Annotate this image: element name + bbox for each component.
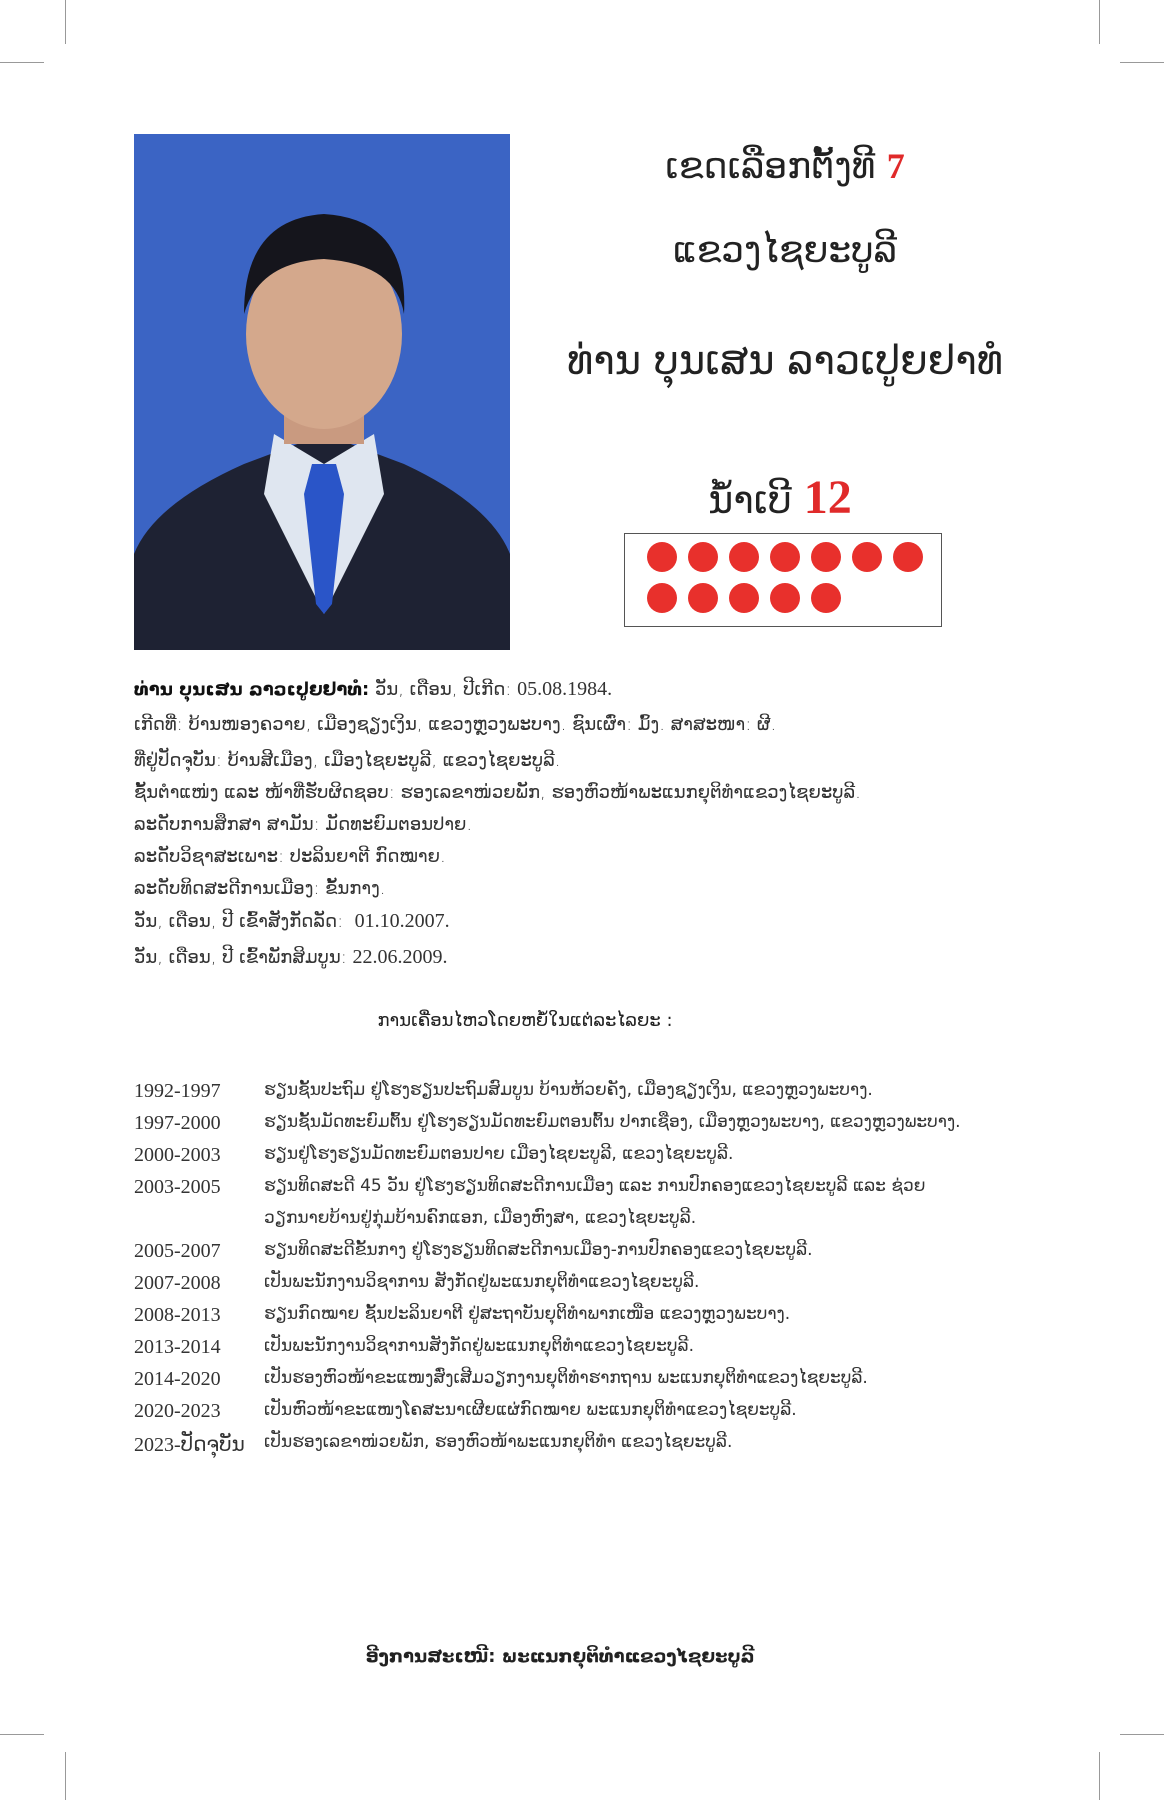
timeline-text: ຮຽນຢູ່ໂຮງຮຽນມັດທະຍົມຕອນປາຍ ເມືອງໄຊຍະບູລີ, ແຂວງໄຊຍະບູລີ. bbox=[264, 1144, 734, 1164]
constituency-title: ເຂດເລືອກຕັ້ງທີ 7 bbox=[665, 146, 905, 187]
crop-mark bbox=[1120, 62, 1164, 63]
ballot-dot bbox=[893, 542, 923, 572]
ballot-number-title: ນ້ຳເບີ 12 bbox=[708, 471, 852, 524]
bio-civil-service-date: ວັນ, ເດືອນ, ປີ ເຂົ້າສັງກັດລັດ: 01.10.2007. bbox=[134, 910, 450, 932]
constituency-number: 7 bbox=[886, 146, 905, 186]
crop-mark bbox=[65, 0, 66, 44]
bio-name-dob: ທ່ານ ບຸນເສນ ລາວເປູຍຢາທໍ: ວັນ, ເດືອນ, ປີເກີດ: 05.08.1984. bbox=[134, 678, 613, 700]
ballot-dot bbox=[811, 583, 841, 613]
timeline-text: ຮຽນຊັ້ນປະຖົມ ຢູ່ໂຮງຮຽນປະຖົມສົມບູນ ບ້ານຫ້ວຍຄັງ, ເມືອງຊຽງເງິນ, ແຂວງຫຼວງພະບາງ. bbox=[264, 1080, 873, 1100]
bio-party-date: ວັນ, ເດືອນ, ປີ ເຂົ້າພັກສິມບູນ: 22.06.2009. bbox=[134, 946, 448, 968]
ballot-dot bbox=[688, 583, 718, 613]
crop-mark bbox=[65, 1752, 66, 1800]
candidate-name: ທ່ານ ບຸນເສນ ລາວເປູຍຢາທໍ bbox=[567, 338, 1003, 384]
bio-line: ທີ່ຢູ່ປັດຈຸບັນ: ບ້ານສີເມືອງ, ເມືອງໄຊຍະບູລີ, ແຂວງໄຊຍະບູລີ. bbox=[134, 750, 561, 771]
bio-line: ຊັ້ນຕຳແໜ່ງ ແລະ ໜ້າທີ່ຮັບຜິດຊອບ: ຮອງເລຂາໜ່ວຍພັກ, ຮອງຫົວໜ້າພະແນກຍຸຕິທຳແຂວງໄຊຍະບູລີ. bbox=[134, 782, 861, 803]
crop-mark bbox=[1099, 0, 1100, 44]
timeline-years: 1997-2000 bbox=[134, 1112, 221, 1134]
timeline-text: ເປັນພະນັກງານວິຊາການ ສັງກັດຢູ່ພະແນກຍຸຕິທຳແຂວງໄຊຍະບູລີ. bbox=[264, 1272, 700, 1292]
ballot-dot bbox=[770, 542, 800, 572]
ballot-dots-box bbox=[624, 533, 942, 627]
timeline-text: ຮຽນທິດສະດີ 45 ວັນ ຢູ່ໂຮງຮຽນທິດສະດີການເມືອງ ແລະ ການປົກຄອງແຂວງໄຊຍະບູລີ ແລະ ຊ່ວຍ bbox=[264, 1176, 926, 1196]
timeline-years: 2014-2020 bbox=[134, 1368, 221, 1390]
timeline-heading: ການເຄື່ອນໄຫວໂດຍຫຍໍ້ໃນແຕ່ລະໄລຍະ : bbox=[377, 1010, 673, 1031]
crop-mark bbox=[1099, 1752, 1100, 1800]
ballot-dot bbox=[811, 542, 841, 572]
timeline-years: 2008-2013 bbox=[134, 1304, 221, 1326]
ballot-number: 12 bbox=[803, 471, 852, 524]
footer-proposed-by: ອີງການສະເໜີ: ພະແນກຍຸຕິທຳແຂວງໄຊຍະບູລີ bbox=[365, 1646, 755, 1667]
crop-mark bbox=[1120, 1734, 1164, 1735]
timeline-text: ຮຽນທິດສະດີຂັ້ນກາງ ຢູ່ໂຮງຮຽນທິດສະດີການເມືອງ-ການປົກຄອງແຂວງໄຊຍະບູລີ. bbox=[264, 1240, 813, 1260]
crop-mark bbox=[0, 1734, 44, 1735]
ballot-dot bbox=[647, 542, 677, 572]
timeline-years: 2023-ປັດຈຸບັນ bbox=[134, 1434, 245, 1456]
timeline-years: 2013-2014 bbox=[134, 1336, 221, 1358]
timeline-text: ເປັນຫົວໜ້າຂະແໜງໂຄສະນາເຜີຍແຜ່ກົດໝາຍ ພະແນກຍຸຕິທຳແຂວງໄຊຍະບູລີ. bbox=[264, 1400, 797, 1420]
bio-line: ລະດັບທິດສະດີການເມືອງ: ຂັ້ນກາງ. bbox=[134, 878, 386, 899]
crop-mark bbox=[0, 62, 44, 63]
timeline-years: 2005-2007 bbox=[134, 1240, 221, 1262]
timeline-years: 2003-2005 bbox=[134, 1176, 221, 1198]
timeline-text: ຮຽນຊັ້ນມັດທະຍົມຕົ້ນ ຢູ່ໂຮງຮຽນມັດທະຍົມຕອນຕົ້ນ ປາກເຊືອງ, ເມືອງຫຼວງພະບາງ, ແຂວງຫຼວງພະບາງ. bbox=[264, 1112, 961, 1132]
timeline-years: 2007-2008 bbox=[134, 1272, 221, 1294]
province-title: ແຂວງໄຊຍະບູລີ bbox=[672, 230, 898, 271]
bio-line: ລະດັບການສຶກສາ ສາມັນ: ມັດທະຍົມຕອນປາຍ. bbox=[134, 814, 473, 835]
timeline-text-cont: ວຽກນາຍບ້ານຢູ່ກຸ່ມບ້ານຄົກແອກ, ເມືອງຫົງສາ, ແຂວງໄຊຍະບູລີ. bbox=[264, 1208, 697, 1228]
ballot-dot bbox=[852, 542, 882, 572]
timeline-text: ເປັນຮອງເລຂາໜ່ວຍພັກ, ຮອງຫົວໜ້າພະແນກຍຸຕິທຳ ແຂວງໄຊຍະບູລີ. bbox=[264, 1432, 733, 1452]
timeline-text: ເປັນພະນັກງານວິຊາການສັງກັດຢູ່ພະແນກຍຸຕິທຳແຂວງໄຊຍະບູລີ. bbox=[264, 1336, 694, 1356]
timeline-years: 2000-2003 bbox=[134, 1144, 221, 1166]
ballot-dot bbox=[729, 542, 759, 572]
ballot-dot bbox=[647, 583, 677, 613]
ballot-dot bbox=[688, 542, 718, 572]
timeline-years: 2020-2023 bbox=[134, 1400, 221, 1422]
candidate-photo bbox=[134, 134, 510, 650]
timeline-text: ຮຽນກົດໝາຍ ຊັ້ນປະລິນຍາຕີ ຢູ່ສະຖາບັນຍຸຕິທຳພາກເໜືອ ແຂວງຫຼວງພະບາງ. bbox=[264, 1304, 791, 1324]
ballot-dot bbox=[770, 583, 800, 613]
bio-line: ລະດັບວິຊາສະເພາະ: ປະລິນຍາຕີ ກົດໝາຍ. bbox=[134, 846, 446, 867]
ballot-dot bbox=[729, 583, 759, 613]
timeline-text: ເປັນຮອງຫົວໜ້າຂະແໜງສົ່ງເສີມວຽກງານຍຸຕິທຳຮາກຖານ ພະແນກຍຸຕິທຳແຂວງໄຊຍະບູລີ. bbox=[264, 1368, 868, 1388]
timeline-years: 1992-1997 bbox=[134, 1080, 221, 1102]
bio-line: ເກີດທີ່: ບ້ານໜອງຄວາຍ, ເມືອງຊຽງເງິນ, ແຂວງຫຼວງພະບາງ. ຊົນເຜົ່າ: ມົ້ງ. ສາສະໜາ: ຜີ. bbox=[134, 714, 777, 735]
